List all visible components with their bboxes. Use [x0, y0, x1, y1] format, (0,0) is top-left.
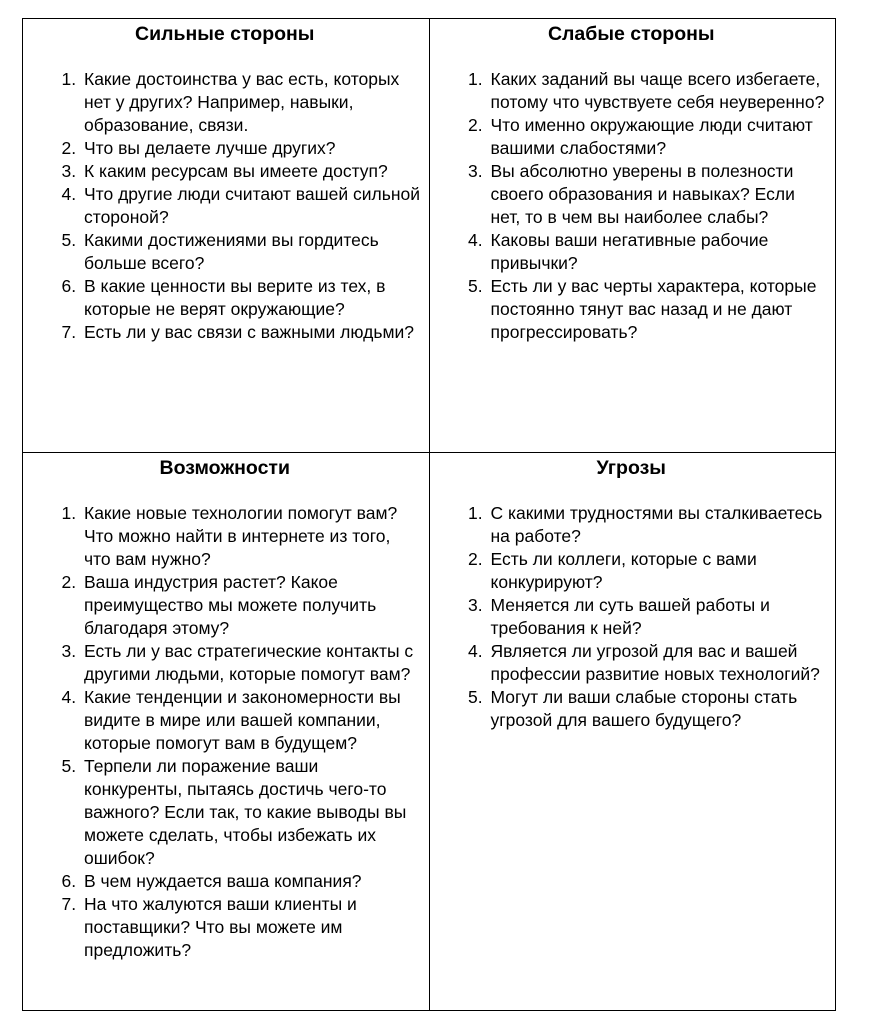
weaknesses-item: 4. Каковы ваши негативные рабочие привычки? — [488, 229, 828, 275]
strengths-cell — [23, 19, 430, 453]
opportunities-item: 4. Какие тенденции и закономерности вы видите в мире или вашей компании, которые помогут вам в будущем? — [81, 686, 421, 755]
opportunities-item: 3. Есть ли у вас стратегические контакты с другими людьми, которые помогут вам? — [81, 640, 421, 686]
swot-row-bottom — [23, 453, 836, 1011]
threats-item: 3. Меняется ли суть вашей работы и требования к ней? — [488, 594, 828, 640]
weaknesses-item: 5. Есть ли у вас черты характера, которые постоянно тянут вас назад и не дают прогрессировать? — [488, 275, 828, 344]
threats-title: Угрозы — [596, 457, 666, 479]
threats-item: 5. Могут ли ваши слабые стороны стать угрозой для вашего будущего? — [488, 686, 828, 732]
weaknesses-item: 3. Вы абсолютно уверены в полезности своего образования и навыках? Если нет, то в чем вы наиболее слабы? — [488, 160, 828, 229]
weaknesses-list — [430, 68, 828, 344]
strengths-item: 4. Что другие люди считают вашей сильной стороной? — [81, 183, 421, 229]
strengths-item: 5. Какими достижениями вы гордитесь больше всего? — [81, 229, 421, 275]
swot-row-top — [23, 19, 836, 453]
threats-item: 4. Является ли угрозой для вас и вашей профессии развитие новых технологий? — [488, 640, 828, 686]
threats-list — [430, 502, 828, 732]
opportunities-item: 7. На что жалуются ваши клиенты и поставщики? Что вы можете им предложить? — [81, 893, 421, 962]
opportunities-item: 1. Какие новые технологии помогут вам? Что можно найти в интернете из того, что вам нужно? — [81, 502, 421, 571]
strengths-title: Сильные стороны — [135, 23, 315, 45]
opportunities-item: 2. Ваша индустрия растет? Какое преимущество мы можете получить благодаря этому? — [81, 571, 421, 640]
opportunities-cell — [23, 453, 430, 1011]
strengths-item: 1. Какие достоинства у вас есть, которых нет у других? Например, навыки, образование, связи. — [81, 68, 421, 137]
threats-cell — [429, 453, 836, 1011]
weaknesses-item: 2. Что именно окружающие люди считают вашими слабостями? — [488, 114, 828, 160]
strengths-item: 6. В какие ценности вы верите из тех, в которые не верят окружающие? — [81, 275, 421, 321]
strengths-item: 7. Есть ли у вас связи с важными людьми? — [81, 321, 421, 344]
threats-item: 1. С какими трудностями вы сталкиваетесь на работе? — [488, 502, 828, 548]
opportunities-title: Возможности — [159, 457, 290, 479]
opportunities-item: 6. В чем нуждается ваша компания? — [81, 870, 421, 893]
opportunities-item: 5. Терпели ли поражение ваши конкуренты, пытаясь достичь чего-то важного? Если так, то какие выводы вы можете сделать, чтобы избежать их ошибок? — [81, 755, 421, 870]
weaknesses-title: Слабые стороны — [547, 23, 715, 45]
swot-table — [22, 18, 836, 1011]
strengths-item: 3. К каким ресурсам вы имеете доступ? — [81, 160, 421, 183]
strengths-list — [23, 68, 421, 344]
weaknesses-item: 1. Каких заданий вы чаще всего избегаете, потому что чувствуете себя неуверенно? — [488, 68, 828, 114]
threats-item: 2. Есть ли коллеги, которые с вами конкурируют? — [488, 548, 828, 594]
strengths-item: 2. Что вы делаете лучше других? — [81, 137, 421, 160]
opportunities-list — [23, 502, 421, 962]
weaknesses-cell — [429, 19, 836, 453]
